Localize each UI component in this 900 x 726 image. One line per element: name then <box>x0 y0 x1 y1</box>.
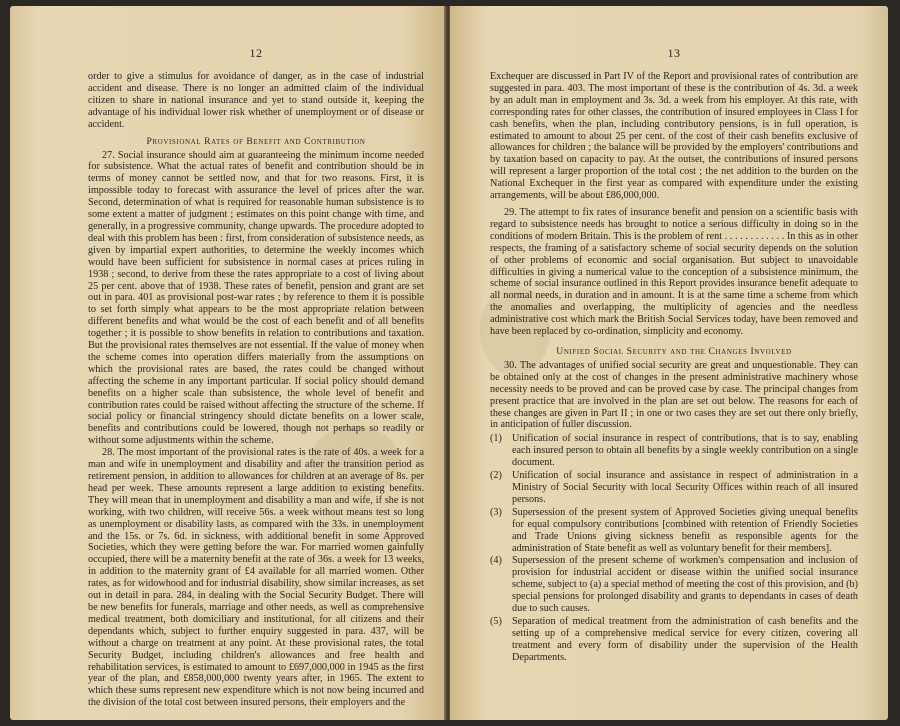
list-item: (1) Unification of social insurance in respect of contributions, that is to say, enabling each insured person to obtain all benefits by a single weekly contribution on a single document. <box>490 433 858 469</box>
section-heading: Unified Social Security and the Changes Involved <box>556 345 792 357</box>
changes-list <box>490 433 858 663</box>
left-page <box>10 6 446 720</box>
paragraph-27: 27. Social insurance should aim at guaranteeing the minimum income needed for subsistence. What the actual rates of benefit and contribution should be in terms of money cannot be settled now, and that for two reasons. First, it is impossible today to forecast with assurance the level of prices after the war. Second, determination of what is required for reasonable human subsistence is to some extent a matter of judgment ; estimates on this point change with time, and generally, in a progressive community, change upwards. The procedure adopted to deal with this problem has been : first, from consideration of subsistence needs, as given by impartial expert authorities, to determine the weekly incomes which would have been sufficient for subsistence in normal cases at prices ruling in 1938 ; second, to derive from these the rates appropriate to a cost of living about 25 per cent. above that of 1938. These rates of benefit, pension and grant are set out in para. 401 as provisional post-war rates ; by reference to them it is possible to set forth simply what appears to be the most appropriate relation between different benefits and what would be the cost of each benefit and of all benefits together ; it is possible to show benefits in relation to contributions and taxation. But the provisional rates themselves are not essential. If the value of money when the scheme comes into operation differs materially from the assumptions on which the provisional rates are based, the rates could be changed without affecting the scheme in any important particular. If social policy should demand benefits on a higher scale than subsistence, the whole level of benefit and contribution rates could be raised without affecting the structure of the scheme. If social policy or financial stringency should dictate benefits on a lower scale, benefits and contributions could be lowered, though not perhaps so readily or without some adjustments within the scheme. <box>88 149 424 447</box>
paragraph: Exchequer are discussed in Part IV of the Report and provisional rates of contribution are suggested in para. 403. The most important of these is the contribution of 4s. 3d. a week by an adult man in employment and 3s. 3d. a week from his employer. At this rate, with corresponding rates for other classes, the contribution of insured employees in Class I for cash benefits, when the plan, including contributory pensions, is in full operation, is estimated to amount to about 25 per cent. of the cost of their cash benefits exclusive of allowances for children ; the balance will be provided by the employers' contributions and by taxation based on capacity to pay. At the outset, the contributions of insured persons will represent a larger proportion of the total cost ; the net addition to the burden on the National Exchequer in the first year as compared with expenditure under the existing arrangements, will be about £86,000,000. <box>490 71 858 202</box>
book-spread <box>6 6 894 720</box>
page-number: 12 <box>249 46 263 60</box>
list-item: (3) Supersession of the present system of Approved Societies giving unequal benefits for equal compulsory contributions [combined with retention of Friendly Societies and Trade Unions giving sickness benefit as responsible agents for the administration of State benefit as well as voluntary benefit for their members]. <box>490 506 858 554</box>
paragraph: order to give a stimulus for avoidance of danger, as in the case of industrial accident and disease. There is no longer an admitted claim of the individual citizen to share in national insurance and yet to stand outside it, keeping the advantage of his individual lower risk whether of unemployment or of disease or accident. <box>88 71 424 130</box>
page-number: 13 <box>667 46 681 60</box>
paragraph-29: 29. The attempt to fix rates of insurance benefit and pension on a scientific basis with regard to subsistence needs has brought to notice a serious difficulty in doing so in the conditions of modern Britain. This is the problem of rent . . . . . . . . . . . . In this as in other respects, the framing of a satisfactory scheme of social security depends on the solution of other problems of economic and social organisation. But subject to unavoidable difficulties in giving a numerical value to the conception of a subsistence minimum, the scheme of social insurance outlined in this Report provides insurance benefit adequate to all normal needs, in duration and in amount. It is at the same time a scheme from which the anomalies and overlapping, the multiplicity of agencies and the needless administrative cost which mark the British Social Services today, have been removed and have been replaced by co-ordination, simplicity and economy. <box>490 206 858 338</box>
paragraph-28: 28. The most important of the provisional rates is the rate of 40s. a week for a man and wife in unemployment and disability and after the transition period as retirement pension, in addition to allowances for children at an average of 8s. per head per week. These amounts represent a large addition to existing benefits. They will mean that in unemployment and disability a man and wife, if she is not working, with two children, will receive 56s. a week without means test so long as unemployment or disability lasts, as compared with the 33s. in unemployment and the 15s. or 7s. 6d. in sickness, with additional benefit in some Approved Societies, which they were getting before the war. For married women gainfully occupied, there will be a maternity benefit at the rate of 36s. a week for 13 weeks, in addition to the maternity grant of £4 available for all married women. Other rates, as for widowhood and for industrial disability, show similar increases, as set out in detail in para. 284, in dealing with the Social Security Budget. There will be new benefits for funerals, marriage and other needs, as well as comprehensive medical treatment, both domiciliary and institutional, for all citizens and their dependants which, subject to further enquiry suggested in para. 437, will be without a charge on treatment at any point. At these provisional rates, the total Security Budget, including children's allowances and free health and rehabilitation services, is estimated to amount to £697,000,000 in 1945 as the first year of the plan, and £858,000,000 twenty years after, in 1965. The extent to which these sums represent new expenditure which is not now being incurred and the division of the total cost between insured persons, their employers and the <box>88 447 424 709</box>
section-heading: Provisional Rates of Benefit and Contribution <box>146 135 366 147</box>
right-page-content <box>450 18 888 665</box>
list-item: (2) Unification of social insurance and assistance in respect of administration in a Ministry of Social Security with local Security Offices within reach of all insured persons. <box>490 470 858 505</box>
paragraph-30: 30. The advantages of unified social security are great and unquestionable. They can be obtained only at the cost of changes in the present administrative machinery whose necessity needs to be proved and can be proved case by case. The principal changes from present practice that are involved in the plan are set out below. The reasons for each of these changes are given in Part II ; in one or two cases they are set out there only briefly, in anticipation of fuller discussion. <box>490 359 858 431</box>
right-page <box>450 6 888 720</box>
list-item: (4) Supersession of the present scheme of workmen's compensation and inclusion of provision for industrial accident or disease within the unified social insurance scheme, subject to (a) a special method of meeting the cost of this provision, and (b) special pensions for prolonged disability and grants to dependants in cases of death due to such causes. <box>490 555 858 615</box>
list-item: (5) Separation of medical treatment from the administration of cash benefits and the setting up of a comprehensive medical service for every citizen, covering all treatment and every form of disability under the supervision of the Health Departments. <box>490 615 858 663</box>
left-page-content <box>10 18 446 709</box>
